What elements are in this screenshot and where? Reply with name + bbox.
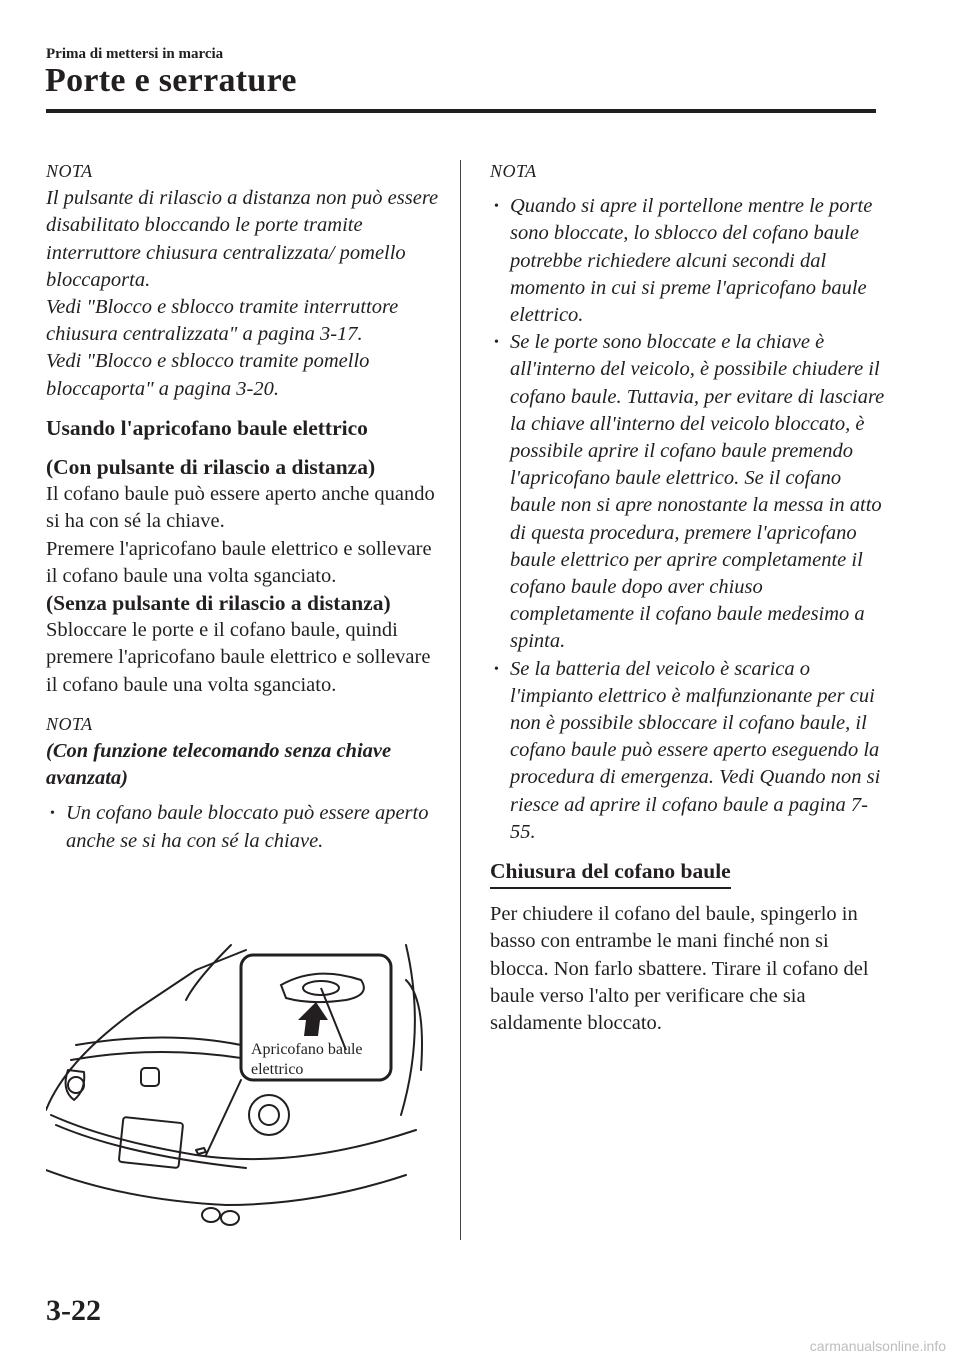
right-column	[490, 158, 890, 1037]
section-heading: Usando l'apricofano baule elettrico	[46, 415, 368, 440]
body-paragraph: Il cofano baule può essere aperto anche quando si ha con sé la chiave.	[46, 483, 435, 533]
trunk-opener-illustration	[46, 940, 446, 1240]
body-paragraph: Per chiudere il cofano del baule, spingerlo in basso con entrambe le mani finché non si blocca. Non farlo sbattere. Tirare il cofano del baule verso l'alto per verificare che sia saldamente bloccato.	[490, 903, 869, 1035]
note-reference: Vedi "Blocco e sblocco tramite interruttore chiusura centralizzata" a pagina 3-17.	[46, 296, 399, 346]
note-bullet-list	[46, 800, 446, 854]
car-rear-illustration	[46, 940, 446, 1240]
note-bullet-list	[490, 193, 890, 846]
list-item: • Se le porte sono bloccate e la chiave è all'interno del veicolo, è possibile chiudere il cofano baule. Tuttavia, per evitare di lasciare la chiave all'interno del veicolo bloccato, è possibile aprire il cofano baule premendo l'apricofano baule elettrico. Se il cofano baule non si apre nonostante la messa in atto di questa procedura, premere l'apricofano baule elettrico per aprire completamente il cofano baule dopo aver chiuso completamente il cofano baule medesimo a spinta.	[494, 331, 885, 653]
title-rule	[46, 109, 876, 113]
list-item: • Quando si apre il portellone mentre le porte sono bloccate, lo sblocco del cofano baule potrebbe richiedere alcuni secondi dal momento in cui si preme l'apricofano baule elettrico.	[494, 195, 873, 327]
column-divider	[460, 160, 461, 1240]
left-column	[46, 158, 446, 855]
note-reference: Vedi "Blocco e sblocco tramite pomello bloccaporta" a pagina 3-20.	[46, 350, 370, 400]
subsection-heading: (Senza pulsante di rilascio a distanza)	[46, 591, 391, 616]
page-number: 3-22	[46, 1294, 101, 1327]
body-paragraph: Premere l'apricofano baule elettrico e sollevare il cofano baule una volta sganciato.	[46, 537, 432, 587]
note-heading: NOTA	[490, 161, 537, 181]
note-heading: NOTA	[46, 161, 93, 181]
note-subheading: (Con funzione telecomando senza chiave avanzata)	[46, 740, 392, 790]
section-heading: Chiusura del cofano baule	[490, 858, 731, 889]
list-item: • Un cofano baule bloccato può essere aperto anche se si ha con sé la chiave.	[50, 802, 429, 852]
note-heading: NOTA	[46, 713, 93, 734]
page-title: Porte e serrature	[45, 62, 297, 99]
figure-label: Apricofano baule elettrico	[251, 1041, 363, 1078]
list-item: • Se la batteria del veicolo è scarica o l'impianto elettrico è malfunzionante per cui non è possibile sbloccare il cofano baule, il cofano baule può essere aperto eseguendo la procedura di emergenza. Vedi Quando non si riesce ad aprire il cofano baule a pagina 7-55.	[494, 657, 881, 843]
watermark: carmanualsonline.info	[809, 1338, 946, 1354]
section-label: Prima di mettersi in marcia	[46, 46, 224, 62]
body-paragraph: Sbloccare le porte e il cofano baule, quindi premere l'apricofano baule elettrico e sollevare il cofano baule una volta sganciato.	[46, 619, 431, 696]
subsection-heading: (Con pulsante di rilascio a distanza)	[46, 455, 376, 480]
note-text: Il pulsante di rilascio a distanza non può essere disabilitato bloccando le porte tramite interruttore chiusura centralizzata/ pomello bloccaporta.	[46, 187, 439, 291]
